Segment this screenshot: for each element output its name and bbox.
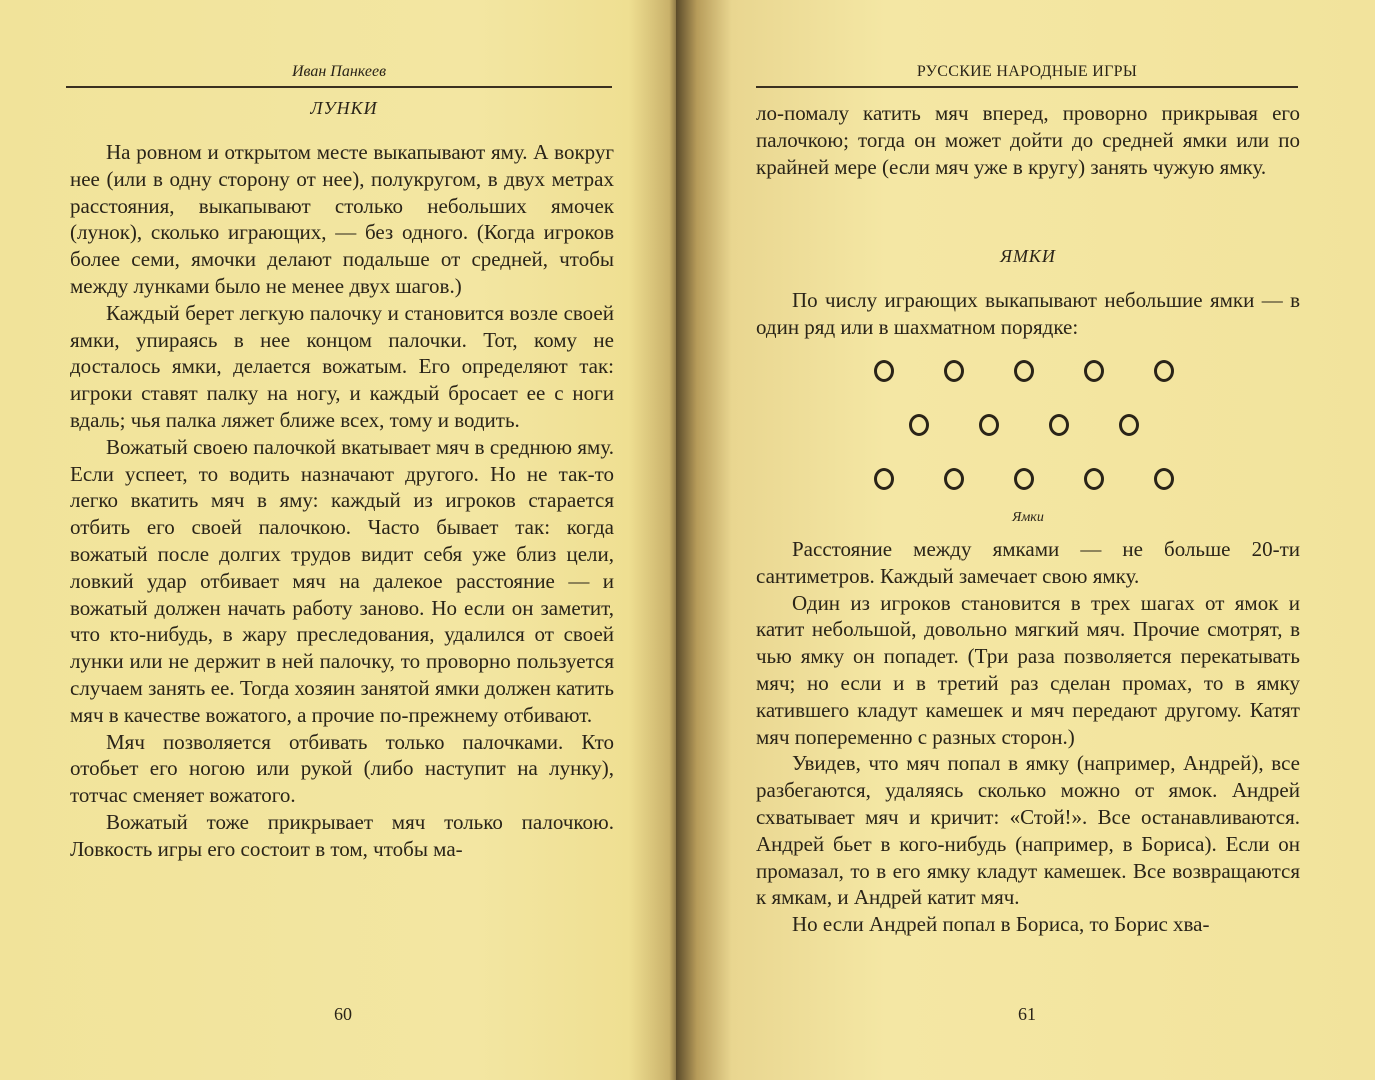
paragraph: Но если Андрей попал в Бориса, то Борис хва- [792,912,1210,937]
page-number-right: 61 [1018,1004,1036,1024]
hole-icon [1084,468,1104,490]
right-intro-text [756,287,1300,341]
diagram-caption: Ямки [1012,510,1044,525]
hole-icon [1014,360,1034,382]
running-header-author: Иван Панкеев [66,60,612,88]
hole-icon [1119,414,1139,436]
paragraph: Один из игроков становится в трех шагах от ямок и катит небольшой, довольно мягкий мяч. Прочие смотрят, в чью ямку он попадет. (Три раза позволяется перекатывать мяч; но если и в третий раз сделан промах, то в ямку катившего кладут камешек и мяч передают другому. Катят мяч попеременно с разных сторон.) [756,590,1300,749]
right-page [676,0,1375,1080]
paragraph: По числу играющих выкапывают небольшие ямки — в один ряд или в шахматном порядке: [756,288,1300,339]
right-body-text [756,536,1300,938]
hole-icon [944,468,964,490]
section-title-yamki: ЯМКИ [1000,246,1056,266]
paragraph: На ровном и открытом месте выкапывают яму. А вокруг нее (или в одну сторону от нее), полукругом, в двух метрах расстояния, выкапывают столько небольших ямочек (лунок), сколько играющих, — без одного. (Когда игроков более семи, ямочки делают подальше от средней, чтобы между лунками было не менее двух шагов.) [70,140,614,298]
paragraph: ло-помалу катить мяч вперед, проворно прикрывая его палочкою; тогда он может дойти до средней ямки или по крайней мере (если мяч уже в кругу) занять чужую ямку. [756,101,1300,179]
hole-icon [1154,468,1174,490]
paragraph: Вожатый своею палочкой вкатывает мяч в среднюю яму. Если успеет, то водить назначают другого. Но не так-то легко вкатить мяч в яму: каждый из игроков старается отбить его своей палочкою. Часто бывает так: когда вожатый после долгих трудов видит себя уже близ цели, ловкий удар отбивает мяч на далекое расстояние — и вожатый должен начать работу заново. Но если он заметит, что кто-нибудь, в жару преследования, удалился от своей лунки или не держит в ней палочку, то проворно пользуется случаем занять ее. Тогда хозяин занятой ямки должен катить мяч в качестве вожатого, а прочие по-прежнему отбивают. [70,434,614,727]
hole-icon [1014,468,1034,490]
paragraph: Вожатый тоже прикрывает мяч только палочкою. Ловкость игры его состоит в том, чтобы ма- [70,809,614,861]
section-title-lunki: ЛУНКИ [310,98,378,118]
hole-icon [1049,414,1069,436]
left-body-text [70,139,614,863]
paragraph: Увидев, что мяч попал в ямку (например, Андрей), все разбегаются, удаляясь сколько можно от ямок. Андрей схватывает мяч и кричит: «Стой!». Все останавливаются. Андрей бьет в кого-нибудь (например, в Бориса). Если он промазал, то в его ямку кладут камешек. Все возвращаются к ямкам, и Андрей катит мяч. [756,751,1300,910]
hole-icon [874,468,894,490]
hole-icon [979,414,999,436]
hole-icon [944,360,964,382]
paragraph: Расстояние между ямками — не больше 20-ти сантиметров. Каждый замечает свою ямку. [756,537,1300,588]
hole-icon [909,414,929,436]
left-page [0,0,676,1080]
hole-icon [874,360,894,382]
running-header-book-title: РУССКИЕ НАРОДНЫЕ ИГРЫ [756,60,1298,88]
paragraph: Каждый берет легкую палочку и становится возле своей ямки, упираясь в нее концом палочки. Тот, кому не досталось ямки, делается вожатым. Его определяют так: игроки ставят палку на ногу, и каждый бросает ее с ноги вдаль; чья палка ляжет ближе всех, тому и водить. [70,300,614,432]
paragraph: Мяч позволяется отбивать только палочками. Кто отобьет его ногою или рукой (либо наступит на лунку), тотчас сменяет вожатого. [70,729,614,808]
hole-icon [1084,360,1104,382]
right-continuation-text [756,100,1300,180]
hole-icon [1154,360,1174,382]
holes-diagram [856,352,1216,502]
page-number-left: 60 [334,1004,352,1024]
